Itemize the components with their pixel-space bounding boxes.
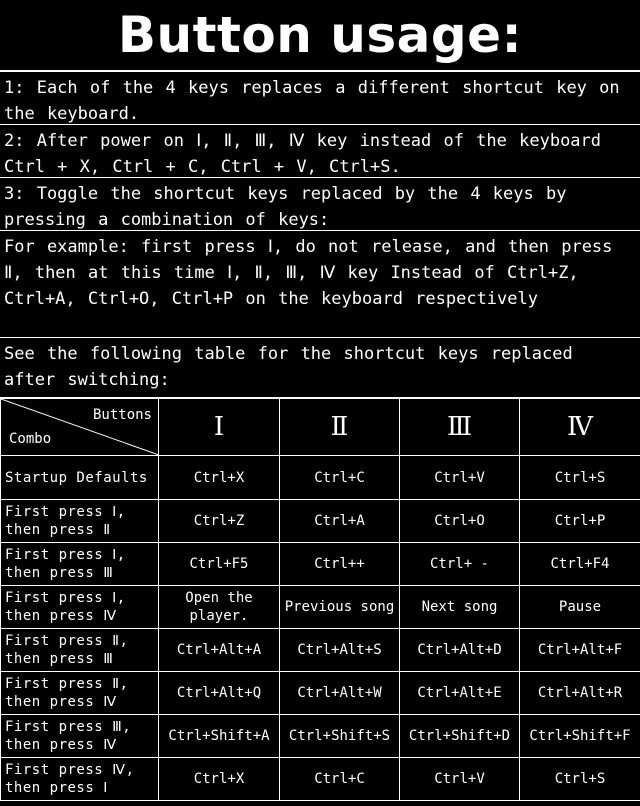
row-label-line2: then press Ⅰ: [5, 780, 108, 796]
row-label: [1, 586, 159, 629]
table-cell: Ctrl+Alt+E: [400, 672, 520, 715]
table-row: [1, 456, 640, 500]
row-label-line1: First press Ⅱ,: [5, 633, 129, 649]
table-cell: Ctrl+F5: [159, 543, 280, 586]
corner-buttons-label: Buttons: [92, 407, 152, 423]
row-label-line2: then press Ⅳ: [5, 694, 117, 710]
row-label: [1, 629, 159, 672]
table-cell: Ctrl+Alt+A: [159, 629, 280, 672]
corner-combo-label: Combo: [9, 431, 52, 447]
table-cell: Ctrl+Alt+F: [520, 629, 640, 672]
table-corner-header: [1, 399, 159, 456]
column-header-1: Ⅰ: [159, 399, 280, 456]
row-label: [1, 500, 159, 543]
paragraph-3: 3: Toggle the shortcut keys replaced by the 4 keys by pressing a combination of keys:: [0, 178, 640, 231]
table-cell: Ctrl+O: [400, 500, 520, 543]
table-cell: Ctrl+F4: [520, 543, 640, 586]
table-cell: Ctrl+S: [520, 758, 640, 801]
row-label-line1: First press Ⅰ,: [5, 590, 126, 606]
row-label-line1: First press Ⅱ,: [5, 676, 129, 692]
table-cell: Ctrl+Shift+F: [520, 715, 640, 758]
column-header-3: Ⅲ: [400, 399, 520, 456]
shortcut-table: [0, 398, 640, 801]
paragraph-1: 1: Each of the 4 keys replaces a different shortcut key on the keyboard.: [0, 72, 640, 125]
row-label: [1, 543, 159, 586]
paragraph-example: For example: first press Ⅰ, do not release, and then press Ⅱ, then at this time Ⅰ, Ⅱ, Ⅲ, Ⅳ key Instead of Ctrl+Z, Ctrl+A, Ctrl+O, Ctrl+P on the keyboard respectively: [0, 231, 640, 338]
row-label-line1: First press Ⅳ,: [5, 762, 135, 778]
row-label-line1: First press Ⅰ,: [5, 547, 126, 563]
table-row: [1, 672, 640, 715]
table-cell: Ctrl+Alt+W: [280, 672, 400, 715]
table-cell: Open the player.: [159, 586, 280, 629]
row-label-line1: Startup Defaults: [5, 469, 148, 486]
row-label-line2: then press Ⅲ: [5, 565, 114, 581]
row-label-line1: First press Ⅰ,: [5, 504, 126, 520]
row-label-line2: then press Ⅳ: [5, 608, 117, 624]
table-row: [1, 629, 640, 672]
table-cell: Ctrl+Alt+Q: [159, 672, 280, 715]
row-label-line2: then press Ⅱ: [5, 522, 111, 538]
table-cell: Ctrl+A: [280, 500, 400, 543]
table-cell: Next song: [400, 586, 520, 629]
table-cell: Ctrl+Alt+S: [280, 629, 400, 672]
column-header-2: Ⅱ: [280, 399, 400, 456]
table-row: [1, 586, 640, 629]
row-label: [1, 456, 159, 500]
table-row: [1, 715, 640, 758]
table-cell: Ctrl+S: [520, 456, 640, 500]
row-label-line2: then press Ⅳ: [5, 737, 117, 753]
paragraph-2: 2: After power on Ⅰ, Ⅱ, Ⅲ, Ⅳ key instead of the keyboard Ctrl + X, Ctrl + C, Ctrl + V, Ctrl+S.: [0, 125, 640, 178]
row-label-line1: First press Ⅲ,: [5, 719, 132, 735]
table-row: [1, 543, 640, 586]
table-cell: Previous song: [280, 586, 400, 629]
table-cell: Ctrl+C: [280, 456, 400, 500]
table-cell: Ctrl+Alt+R: [520, 672, 640, 715]
table-cell: Ctrl+Shift+D: [400, 715, 520, 758]
row-label: [1, 672, 159, 715]
page-title: Button usage:: [0, 0, 640, 72]
table-cell: Ctrl+ -: [400, 543, 520, 586]
table-cell: Ctrl+X: [159, 758, 280, 801]
table-cell: Ctrl+Alt+D: [400, 629, 520, 672]
paragraph-table-intro: See the following table for the shortcut keys replaced after switching:: [0, 338, 640, 398]
table-row: [1, 500, 640, 543]
table-cell: Ctrl+V: [400, 758, 520, 801]
table-cell: Ctrl+Shift+S: [280, 715, 400, 758]
table-cell: Pause: [520, 586, 640, 629]
row-label: [1, 715, 159, 758]
table-cell: Ctrl+X: [159, 456, 280, 500]
table-cell: Ctrl+Shift+A: [159, 715, 280, 758]
table-row: [1, 758, 640, 801]
table-cell: Ctrl+Z: [159, 500, 280, 543]
row-label-line2: then press Ⅲ: [5, 651, 114, 667]
table-cell: Ctrl+V: [400, 456, 520, 500]
row-label: [1, 758, 159, 801]
table-cell: Ctrl++: [280, 543, 400, 586]
table-cell: Ctrl+C: [280, 758, 400, 801]
column-header-4: Ⅳ: [520, 399, 640, 456]
table-cell: Ctrl+P: [520, 500, 640, 543]
